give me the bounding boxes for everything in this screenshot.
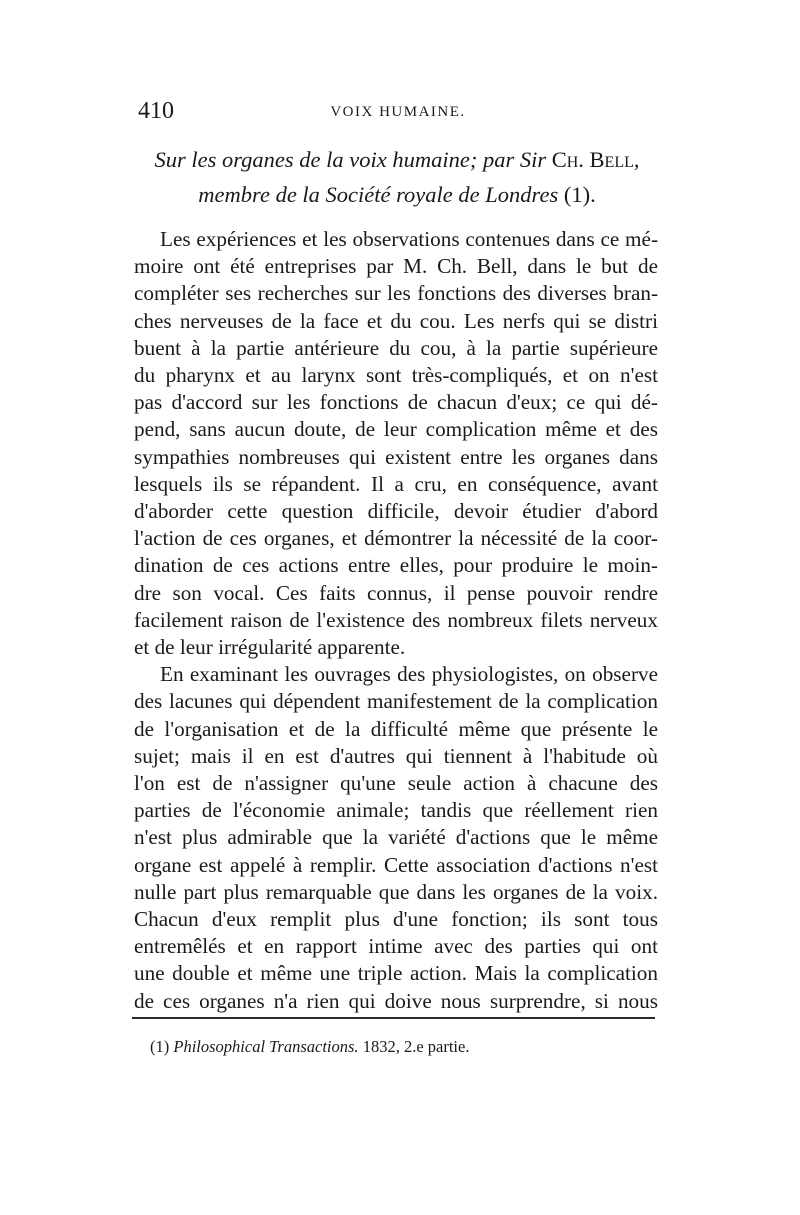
text-line: compléter ses recherches sur les fonctions des diverses bran- <box>134 281 658 306</box>
text-line: d'aborder cette question difficile, devoir étudier d'abord <box>134 499 658 524</box>
footnote-marker: (1) <box>150 1037 174 1056</box>
text-line: sympathies nombreuses qui existent entre les organes dans <box>134 444 658 469</box>
text-line: nulle part plus remarquable que dans les organes de la voix. <box>134 879 658 904</box>
text-line: facilement raison de l'existence des nombreux filets nerveux <box>134 607 658 632</box>
body-text <box>134 226 658 1015</box>
footnote <box>150 1036 630 1058</box>
text-line: et de leur irrégularité apparente. <box>134 635 406 660</box>
article-title <box>132 142 662 212</box>
text-line: l'action de ces organes, et démontrer la nécessité de la coor- <box>134 526 658 551</box>
text-line: parties de l'économie animale; tandis que réellement rien <box>134 798 658 823</box>
footnote-divider <box>132 1017 655 1019</box>
text-line: n'est plus admirable que la variété d'actions que le même <box>134 825 658 850</box>
text-line: buent à la partie antérieure du cou, à la partie supérieure <box>134 335 658 360</box>
title-line-2 <box>132 177 662 212</box>
title-affiliation: membre de la Société royale de Londres <box>198 182 564 207</box>
text-line: dre son vocal. Ces faits connus, il pense pouvoir rendre <box>134 580 658 605</box>
text-line: du pharynx et au larynx sont très-compliqués, et on n'est <box>134 363 658 388</box>
text-line: Les expériences et les observations contenues dans ce mé- <box>160 227 658 251</box>
running-title: VOIX HUMAINE. <box>330 104 466 120</box>
text-line: lesquels ils se répandent. Il a cru, en conséquence, avant <box>134 471 658 496</box>
text-line: sujet; mais il en est d'autres qui tiennent à l'habitude où <box>134 743 658 768</box>
title-author: Ch. Bell, <box>551 147 640 172</box>
text-line: l'on est de n'assigner qu'une seule action à chacune des <box>134 771 658 796</box>
text-line: des lacunes qui dépendent manifestement de la complication <box>134 689 658 714</box>
footnote-source: Philosophical Transactions. <box>173 1037 359 1056</box>
title-text: Sur les organes de la voix humaine; par Sir <box>154 147 552 172</box>
text-line: organe est appelé à remplir. Cette association d'actions n'est <box>134 852 658 877</box>
footnote-reference: (1). <box>563 182 596 207</box>
page-number: 410 <box>138 98 174 124</box>
text-line: En examinant les ouvrages des physiologistes, on observe <box>160 662 658 687</box>
text-line: pend, sans aucun doute, de leur complication même et des <box>134 417 658 442</box>
footnote-details: 1832, 2.e partie. <box>358 1037 470 1056</box>
text-line: entremêlés et en rapport intime avec des parties qui ont <box>134 934 658 959</box>
text-line: Chacun d'eux remplit plus d'une fonction; ils sont tous <box>134 907 658 932</box>
text-line: dination de ces actions entre elles, pour produire le moin- <box>134 553 658 578</box>
text-line: moire ont été entreprises par M. Ch. Bell, dans le but de <box>134 254 658 279</box>
text-line: de ces organes n'a rien qui doive nous surprendre, si nous <box>134 988 658 1013</box>
title-line-1 <box>132 142 662 177</box>
text-line: pas d'accord sur les fonctions de chacun d'eux; ce qui dé- <box>134 390 658 415</box>
text-line: une double et même une triple action. Mais la complication <box>134 961 658 986</box>
text-line: ches nerveuses de la face et du cou. Les nerfs qui se distri <box>134 308 658 333</box>
running-head <box>138 96 658 126</box>
text-line: de l'organisation et de la difficulté même que présente le <box>134 716 658 741</box>
